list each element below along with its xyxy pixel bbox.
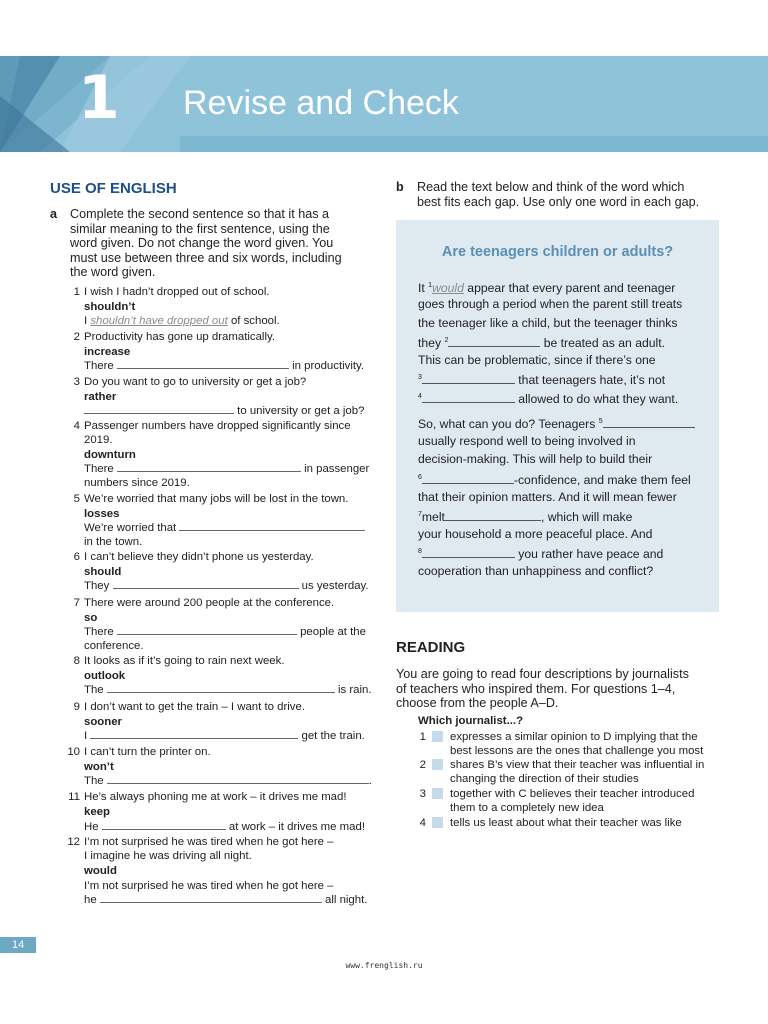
answer-pre: I (84, 730, 91, 742)
item-number: 3 (73, 376, 80, 388)
cloze-line: This can be problematic, since if there’s one (418, 353, 656, 367)
key-word: shouldn’t (84, 301, 136, 313)
cloze-line: your household a more peaceful place. And (418, 527, 653, 541)
answer-pre: There (84, 463, 117, 475)
gap-number: 5 (598, 418, 603, 425)
key-word: would (84, 865, 117, 877)
item-sentence-cont: I imagine he was driving all night. (84, 850, 252, 862)
question-number: 4 (419, 817, 426, 829)
cloze-line: decision-making. This will help to build their (418, 452, 653, 466)
answer-line (84, 774, 372, 788)
instr-line: the word given. (70, 265, 156, 280)
gap-3[interactable] (422, 374, 515, 384)
use-of-english-heading: USE OF ENGLISH (50, 180, 177, 197)
answer-gap[interactable] (117, 359, 289, 369)
gap-number: 6 (418, 474, 422, 481)
item-sentence: There were around 200 people at the conference. (84, 597, 335, 609)
item-sentence: I can’t believe they didn’t phone us yesterday. (84, 551, 314, 563)
footer-url: www.frenglish.ru (345, 961, 423, 970)
answer-gap[interactable] (117, 462, 301, 472)
instr-line: best fits each gap. Use only one word in each gap. (417, 195, 700, 209)
item-sentence: He’s always phoning me at work – it drives me mad! (84, 791, 347, 803)
item-number: 5 (73, 493, 80, 505)
answer-post: is rain. (334, 684, 372, 696)
unit-title: Revise and Check (183, 84, 459, 122)
answer-line (84, 820, 365, 834)
cloze-line (418, 279, 675, 295)
text: that teenagers hate, it’s not (514, 373, 666, 388)
answer-pre: I’m not surprised he was tired when he got here – (84, 880, 334, 892)
item-sentence: I wish I hadn’t dropped out of school. (84, 286, 270, 298)
question-4 (418, 816, 718, 832)
answer-pre: They (84, 580, 113, 592)
intro-line: of teachers who inspired them. For questions 1–4, (396, 681, 676, 696)
answer-cont: conference. (84, 640, 144, 652)
item-sentence: Productivity has gone up dramatically. (84, 331, 275, 343)
answer-gap[interactable] (107, 683, 335, 693)
text: , which will make (540, 510, 633, 525)
instr-line: similar meaning to the first sentence, using the (70, 221, 330, 236)
item-number: 7 (73, 597, 80, 609)
question-2 (418, 758, 718, 786)
question-number: 1 (419, 731, 426, 743)
cloze-line: usually respond well to being involved in (418, 434, 636, 448)
question-number: 3 (419, 788, 426, 800)
text: It (418, 281, 429, 296)
answer-post: get the train. (298, 730, 365, 742)
cloze-line: the teenager like a child, but the teenager thinks (418, 316, 678, 330)
cloze-line (418, 471, 691, 487)
answer-line (84, 893, 367, 907)
gap-8[interactable] (422, 548, 515, 558)
cloze-line (418, 508, 632, 524)
answer-gap[interactable] (113, 579, 299, 589)
answer-pre: We’re worried that (84, 522, 180, 534)
question-number: 2 (419, 759, 426, 771)
text: -confidence, and make them feel (513, 473, 691, 488)
exercise-b-instruction (417, 180, 737, 210)
answer-line (84, 314, 280, 328)
exercise-b-letter: b (396, 180, 404, 194)
example-answer: would (432, 281, 464, 296)
item-sentence: It looks as if it’s going to rain next week. (84, 655, 285, 667)
key-word: outlook (84, 670, 126, 682)
answer-line (84, 462, 369, 476)
answer-cont: numbers since 2019. (84, 477, 190, 489)
answer-gap[interactable] (84, 404, 234, 414)
example-answer: shouldn’t have dropped out (90, 315, 228, 327)
answer-box[interactable] (432, 731, 443, 742)
answer-gap[interactable] (117, 625, 297, 635)
answer-post: us yesterday. (298, 580, 369, 592)
text: they (418, 336, 445, 351)
key-word: keep (84, 806, 110, 818)
cloze-line (418, 415, 695, 431)
question-text: tells us least about what their teacher was like (450, 817, 682, 829)
banner-strip (180, 136, 768, 152)
answer-pre: There (84, 360, 117, 372)
answer-line (84, 729, 365, 743)
gap-number: 3 (418, 374, 422, 381)
answer-post: . (368, 775, 372, 787)
gap-2[interactable] (448, 337, 540, 347)
key-word: losses (84, 508, 120, 520)
instr-line: Read the text below and think of the word which (417, 180, 685, 194)
question-text: together with C believes their teacher introduced them to a completely new idea (450, 788, 695, 814)
gap-number: 8 (418, 548, 422, 555)
text: So, what can you do? Teenagers (418, 417, 599, 432)
reading-heading: READING (396, 639, 466, 656)
item-number: 1 (73, 286, 80, 298)
answer-gap[interactable] (107, 774, 369, 784)
answer-post: to university or get a job? (234, 405, 365, 417)
item-number: 10 (67, 746, 80, 758)
item-number: 4 (73, 420, 80, 432)
answer-post: all night. (321, 894, 368, 906)
gap-5[interactable] (603, 418, 695, 428)
item-number: 6 (73, 551, 80, 563)
gap-number: 7 (418, 511, 422, 518)
answer-pre: The (84, 775, 107, 787)
answer-box[interactable] (432, 817, 443, 828)
item-sentence: I can’t turn the printer on. (84, 746, 211, 758)
cloze-line (418, 371, 665, 387)
answer-gap[interactable] (102, 820, 226, 830)
answer-pre: he (84, 894, 100, 906)
item-sentence: Do you want to go to university or get a job? (84, 376, 307, 388)
item-number: 2 (73, 331, 80, 343)
gap-number: 1 (428, 282, 433, 289)
cloze-line (418, 334, 665, 350)
question-text: shares B’s view that their teacher was influential in changing the direction of their studies (450, 759, 705, 785)
item-number: 11 (68, 791, 80, 803)
item-number: 8 (73, 655, 80, 667)
text: be treated as an adult. (540, 336, 666, 351)
exercise-a-letter: a (50, 207, 58, 221)
key-word: should (84, 566, 122, 578)
answer-post: of school. (227, 315, 280, 327)
item-number: 12 (67, 836, 80, 848)
item-sentence: I don’t want to get the train – I want to drive. (84, 701, 305, 713)
unit-number: 1 (78, 63, 120, 133)
cloze-line: cooperation than unhappiness and conflict? (418, 564, 654, 578)
intro-line: choose from the people A–D. (396, 696, 559, 711)
reading-intro (396, 667, 736, 711)
answer-box[interactable] (432, 759, 443, 770)
instr-line: must use between three and six words, including (70, 250, 342, 265)
intro-line: You are going to read four descriptions by journalists (396, 667, 689, 681)
text: melt (421, 510, 445, 525)
key-word: won’t (84, 761, 114, 773)
cloze-line (418, 390, 678, 406)
gap-7[interactable] (445, 511, 541, 521)
answer-box[interactable] (432, 788, 443, 799)
answer-line (84, 625, 366, 639)
exercise-a-instruction (50, 207, 380, 280)
page-number: 14 (0, 937, 36, 953)
key-word: increase (84, 346, 131, 358)
question-3 (418, 787, 718, 815)
key-word: so (84, 612, 98, 624)
answer-post: at work – it drives me mad! (225, 821, 365, 833)
text: you rather have peace and (514, 547, 664, 562)
item-sentence: We’re worried that many jobs will be lost in the town. (84, 493, 349, 505)
cloze-title: Are teenagers children or adults? (441, 244, 674, 260)
key-word: sooner (84, 716, 122, 728)
gap-6[interactable] (422, 474, 514, 484)
answer-gap[interactable] (90, 729, 298, 739)
item-number: 9 (73, 701, 80, 713)
answer-line (84, 579, 369, 593)
answer-pre: There (84, 626, 117, 638)
answer-line (84, 404, 364, 418)
which-journalist: Which journalist...? (418, 715, 524, 727)
answer-gap[interactable] (179, 521, 365, 531)
instr-line: word given. Do not change the word given. You (70, 236, 334, 251)
answer-line (84, 359, 364, 373)
cloze-line: goes through a period when the parent still treats (418, 297, 683, 311)
instr-line: Complete the second sentence so that it has a (70, 207, 330, 221)
answer-pre: He (84, 821, 102, 833)
text: allowed to do what they want. (514, 392, 679, 407)
cloze-text-box (396, 220, 719, 612)
cloze-line (418, 545, 663, 561)
answer-line (84, 683, 372, 697)
answer-gap[interactable] (100, 893, 322, 903)
item-sentence: I’m not surprised he was tired when he got here – (84, 836, 334, 848)
key-word: rather (84, 391, 117, 403)
question-text: expresses a similar opinion to D implying that the best lessons are the ones that challenge you most (450, 731, 704, 757)
cloze-line: that their opinion matters. And it will mean fewer (418, 490, 677, 504)
gap-4[interactable] (422, 393, 515, 403)
text: appear that every parent and teenager (463, 281, 676, 296)
answer-pre: I (84, 315, 91, 327)
answer-post: in productivity. (288, 360, 365, 372)
gap-number: 2 (444, 337, 449, 344)
answer-line (84, 521, 365, 535)
answer-cont: in the town. (84, 536, 143, 548)
answer-post: people at the (296, 626, 366, 638)
item-sentence-cont: 2019. (84, 434, 113, 446)
question-1 (418, 730, 718, 758)
answer-pre: The (84, 684, 107, 696)
answer-post: in passenger (300, 463, 370, 475)
gap-number: 4 (418, 393, 422, 400)
key-word: downturn (84, 449, 136, 461)
item-sentence: Passenger numbers have dropped significantly since (84, 420, 351, 432)
